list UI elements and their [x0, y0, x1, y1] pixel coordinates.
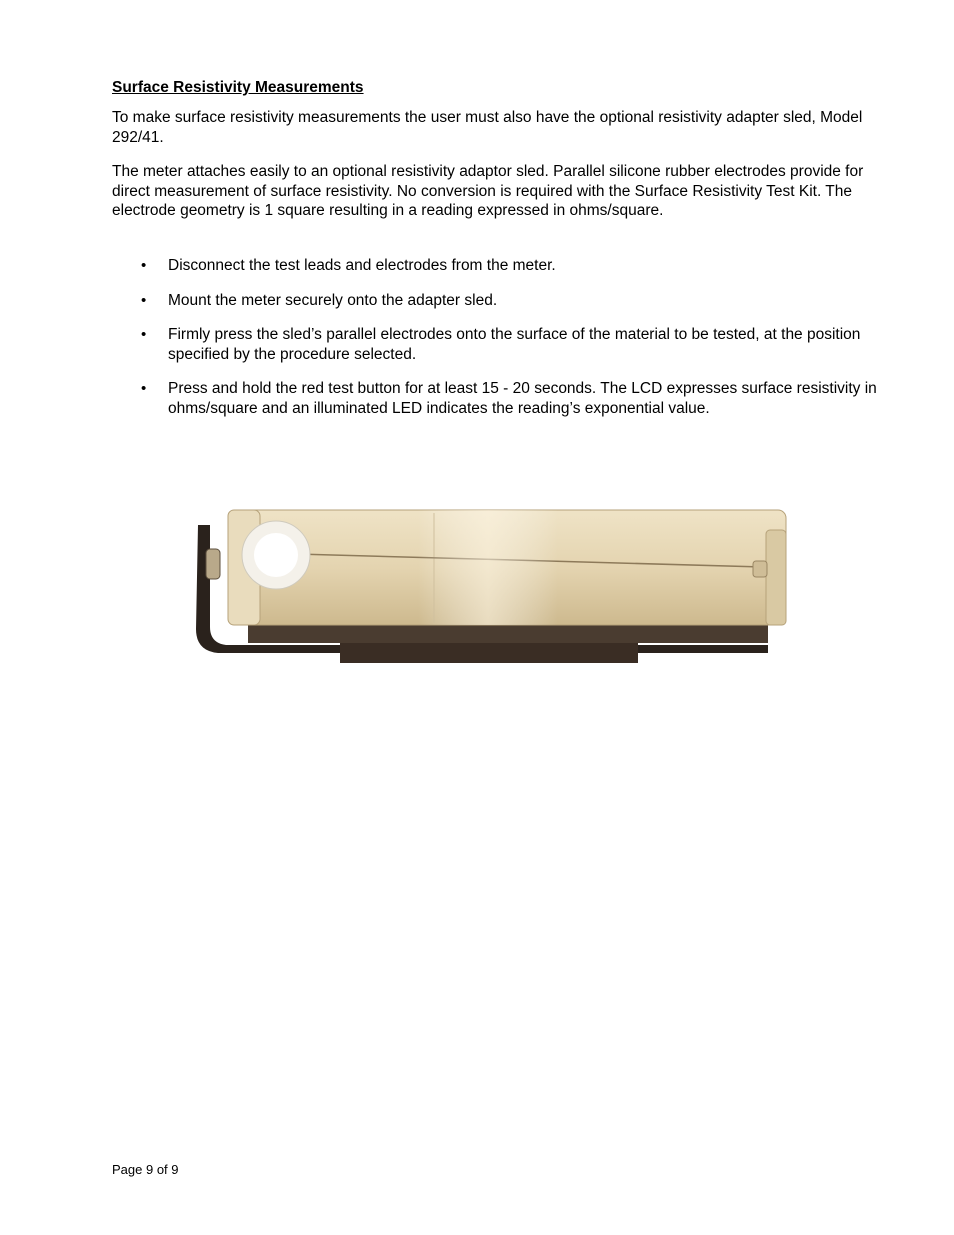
list-item — [112, 325, 892, 364]
list-item — [112, 379, 892, 418]
bullet-icon: • — [141, 326, 147, 343]
list-item-text: Mount the meter securely onto the adapter sled. — [168, 291, 498, 309]
intro-paragraph: To make surface resistivity measurements the user must also have the optional resistivity adapter sled, Model 292/41. — [112, 109, 863, 146]
list-item — [112, 291, 892, 311]
bullet-icon: • — [141, 257, 147, 274]
meter-on-sled-photo — [188, 505, 794, 667]
description-paragraph: The meter attaches easily to an optional resistivity adaptor sled. Parallel silicone rubber electrodes provide for direct measurement of surface resistivity. No conversion is required with the Surface Resistivity Test Kit. The electrode geometry is 1 square resulting in a reading expressed in ohms/square. — [112, 163, 864, 219]
list-item — [112, 256, 892, 276]
list-item-text: Disconnect the test leads and electrodes from the meter. — [168, 257, 556, 274]
page-number: Page 9 of 9 — [112, 1162, 179, 1177]
instruction-list — [112, 256, 892, 433]
list-item-text: Press and hold the red test button for at least 15 - 20 seconds. The LCD expresses surface resistivity in ohms/square and an illuminated LED indicates the reading’s exponential value. — [168, 380, 877, 417]
bullet-icon: • — [141, 291, 147, 309]
list-item-text: Firmly press the sled’s parallel electrodes onto the surface of the material to be tested, at the position specified by the procedure selected. — [168, 326, 861, 363]
bullet-icon: • — [141, 380, 147, 397]
section-heading: Surface Resistivity Measurements — [112, 79, 364, 96]
